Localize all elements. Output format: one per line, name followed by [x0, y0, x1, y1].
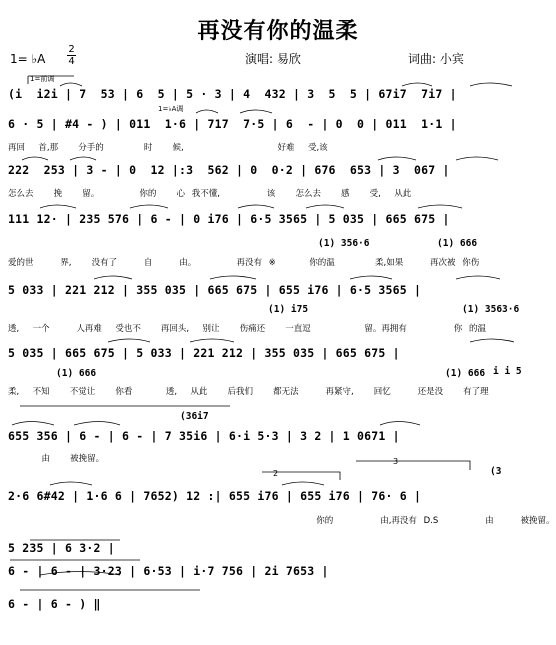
- lyrics-row-3: 怎么去 挽 留。 你的 心 我不懂, 该 怎么去 感 受, 从此: [8, 189, 412, 199]
- composer-credit: 词曲: 小宾: [408, 52, 464, 66]
- notation-row-1: (i i2i | 7 53 | 6 5 | 5 · 3 | 4 432 | 3 5 5 | 67i7 7i7 |: [8, 87, 457, 101]
- lyrics-row-4: 爱的世 界, 没有了 自 由。 再没有 ※ 你的温 柔,如果 再次被 你伤: [8, 258, 480, 268]
- notation-row-2: 6 · 5 | #4 - ) | 011 1·6 | 717 7·5 | 6 - | 0 0 | 011 1·1 |: [8, 117, 457, 131]
- alt-notes-6: (1) 666: [445, 368, 486, 379]
- alt-notes-1: (1) 356·6: [318, 238, 370, 249]
- volta-3-label: 3: [393, 457, 399, 466]
- alt-notes-3: (1) i75: [268, 304, 309, 315]
- time-signature-bottom: 4: [68, 56, 75, 67]
- notation-row-10: 6 - | 6 - ) ‖: [8, 597, 101, 611]
- alt-notes-5: (1) 666: [56, 368, 97, 379]
- lyrics-row-7: 由 被挽留。: [8, 454, 105, 464]
- intro-key-mark: 1=前调: [30, 75, 55, 83]
- key-signature: 1= ♭A: [10, 52, 46, 66]
- alt-notes-9: (3: [490, 466, 502, 477]
- song-title: 再没有你的温柔: [197, 18, 359, 44]
- notation-row-5: 5 033 | 221 212 | 355 035 | 665 675 | 655 i76 | 6·5 3565 |: [8, 283, 422, 297]
- alt-notes-7: i i 5: [493, 366, 522, 377]
- lyrics-row-8: 你的 由,再没有 D.S 由 被挽留。: [8, 516, 555, 526]
- lyrics-row-5: 透, 一个 人再难 受也不 再回头, 别让 伤痛还 一直逗 留。再拥有 你 的温: [8, 324, 486, 334]
- notation-row-6: 5 035 | 665 675 | 5 033 | 221 212 | 355 035 | 665 675 |: [8, 346, 400, 360]
- key-change-mark: 1=♭A调: [158, 105, 184, 113]
- notation-row-9: 5 235 | 6 3·2 | 6 - | 6 - | 3·23 | 6·53 | i·7 756 | 2i 7653 |: [8, 541, 329, 578]
- lyrics-row-2: 再回 首,那 分手的 时 候, 好难 受,该: [8, 143, 328, 153]
- notation-row-3: 222 253 | 3 - | 0 12 |:3 562 | 0 0·2 | 676 653 | 3 067 |: [8, 163, 450, 177]
- singer-credit: 演唱: 易欣: [245, 52, 301, 66]
- alt-notes-2: (1) 666: [437, 238, 478, 249]
- notation-row-7: 655 356 | 6 - | 6 - | 7 35i6 | 6·i 5·3 | 3 2 | 1 0671 |: [8, 429, 400, 443]
- lyrics-row-6: 柔, 不知 不觉让 你看 透, 从此 后我们 都无法 再紧守, 回忆 还是没 有了理: [8, 387, 489, 397]
- time-signature-top: 2: [68, 44, 75, 55]
- notation-row-8: 2·6 6#42 | 1·6 6 | 7652) 12 :| 655 i76 | 655 i76 | 76· 6 |: [8, 489, 422, 503]
- alt-notes-4: (1) 3563·6: [462, 304, 520, 315]
- notation-row-4: 111 12· | 235 576 | 6 - | 0 i76 | 6·5 3565 | 5 035 | 665 675 |: [8, 212, 450, 226]
- volta-2-label: 2: [273, 469, 279, 478]
- alt-notes-8: (36i7: [180, 411, 209, 422]
